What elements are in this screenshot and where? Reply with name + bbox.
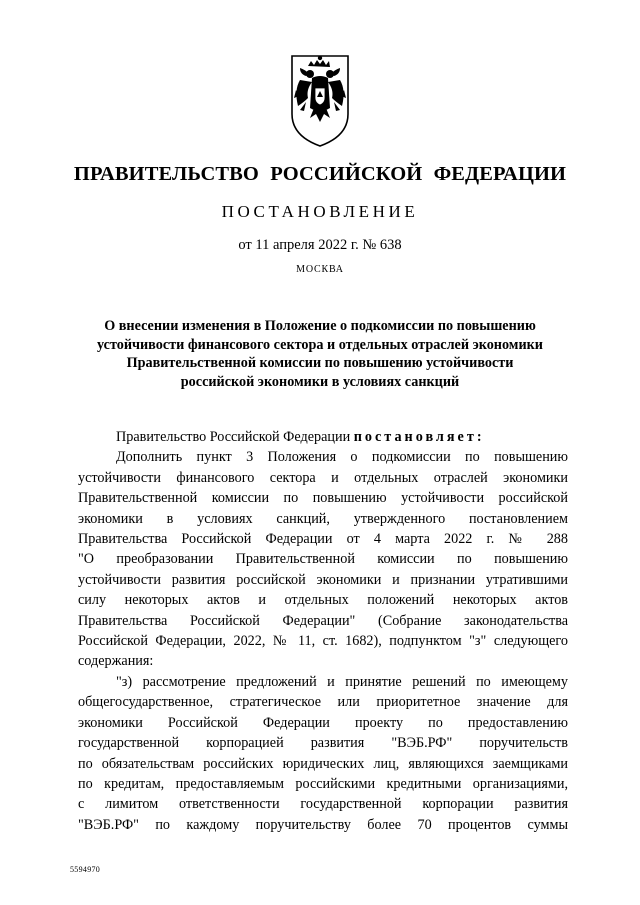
body-line: Российской Федерации, 2022, № 11, ст. 1682), подпунктом "з" следующего	[78, 633, 568, 650]
russian-coat-of-arms-icon	[286, 50, 354, 150]
body-line: экономики Российской Федерации проекту по предоставлению	[78, 714, 568, 731]
document-date-number: от 11 апреля 2022 г. № 638	[238, 237, 402, 253]
body-line: "О преобразовании Правительственной комиссии по повышению	[78, 551, 568, 568]
subject-line: Правительственной комиссии по повышению устойчивости	[126, 355, 514, 371]
body-line: "ВЭБ.РФ" по каждому поручительству более 70 процентов суммы	[78, 816, 568, 833]
intro-text: Правительство Российской Федерации	[116, 429, 354, 445]
body-line: по кредитам, предоставляемым российскими кредитными организациями,	[78, 775, 568, 792]
body-line: Правительства Российской Федерации" (Собрание законодательства	[78, 612, 568, 629]
document-body	[78, 427, 568, 835]
document-type: ПОСТАНОВЛЕНИЕ	[221, 202, 419, 221]
body-line: устойчивости финансового сектора и отдельных отраслей экономики	[78, 469, 568, 486]
body-line: Дополнить пункт 3 Положения о подкомиссии по повышению	[116, 449, 568, 466]
body-line: с лимитом ответственности государственной корпорации развития	[78, 796, 568, 813]
government-title: ПРАВИТЕЛЬСТВО РОССИЙСКОЙ ФЕДЕРАЦИИ	[73, 163, 567, 185]
resolution-intro	[78, 427, 568, 447]
body-line: по обязательствам российских юридических лиц, являющихся заемщиками	[78, 755, 568, 772]
body-line: общегосударственное, стратегическое или приоритетное значение для	[78, 694, 568, 711]
body-line: устойчивости развития российской экономики и признании утратившими	[78, 571, 568, 588]
subject-line: устойчивости финансового сектора и отдельных отраслей экономики	[97, 336, 543, 353]
body-line: силу некоторых актов и отдельных положений некоторых актов	[78, 592, 568, 609]
intro-resolves: постановляет:	[353, 429, 485, 445]
body-line: государственной корпорацией развития "ВЭБ.РФ" поручительств	[78, 735, 568, 752]
subject-line: российской экономики в условиях санкций	[180, 373, 460, 390]
subject-line: О внесении изменения в Положение о подкомиссии по повышению	[104, 318, 536, 334]
document-city: МОСКВА	[296, 264, 344, 275]
document-subject	[60, 317, 580, 391]
body-line: содержания:	[78, 653, 154, 670]
body-line: экономики в условиях санкций, утвержденного постановлением	[78, 510, 568, 527]
body-line: Правительства Российской Федерации от 4 марта 2022 г. № 288	[78, 531, 568, 548]
body-line: "з) рассмотрение предложений и принятие решений по имеющему	[116, 673, 568, 690]
document-id: 5594970	[70, 865, 101, 874]
body-line: Правительственной комиссии по повышению устойчивости российской	[78, 490, 568, 507]
